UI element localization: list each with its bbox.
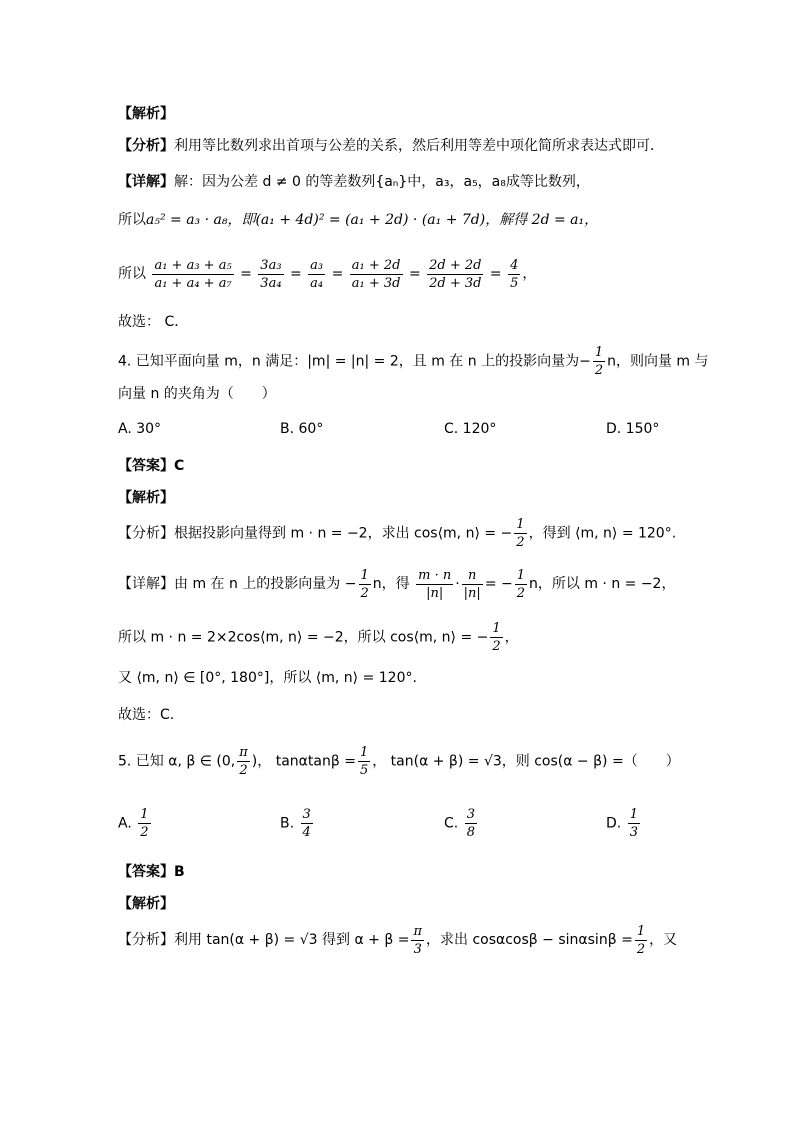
fraction: $\frac{m \cdot n}{|n|}$ [418,567,452,601]
q4-analysis-heading: 【解析】 [118,490,174,506]
q5-analysis: 【分析】利用 tan(α + β) = √3 得到 α + β = $\frac{\pi}{3}$ ，求出 cosαcosβ − sinαsinβ = $\frac{1}{2}$ ，又 [118,923,678,957]
analysis-tag: 【分析】 [118,138,174,154]
fraction: $\frac{1}{2}$ [492,621,501,654]
question-4-stem-1: 4. 已知平面向量 m，n 满足：|m| = |n| = 2，且 m 在 n 上的投影向量为− $\frac{1}{2}$ n，则向量 m 与 [118,345,709,378]
detail-tag: 【详解】 [118,174,174,190]
detail-line-2 [118,210,598,230]
fraction: $\frac{\text{a₁ + a₃ + a₅}}{\text{a₁ + a₄ + a₇}}$ [154,257,232,291]
fraction: $\frac{1}{2}$ [516,567,526,601]
line-prefix: 所以 [118,212,146,228]
fraction: $\frac{1}{3}$ [629,807,638,840]
q5-option-a: A. $\frac{1}{2}$ [118,807,149,840]
q5-analysis-heading: 【解析】 [118,896,174,912]
fraction: $\frac{1}{2}$ [360,567,369,601]
math-expression: a₅² = a₃ · a₈，即(a₁ + 4d)² = (a₁ + 2d) · (a₁ + 7d)，解得 2d = a₁， [146,212,599,228]
q5-option-c: C. $\frac{3}{8}$ [444,807,475,840]
analysis-heading: 【解析】 [118,106,174,122]
q5-answer: 【答案】B [118,864,185,880]
fraction: $\frac{4}{5}$ [510,257,519,291]
q4-option-d: D. 150° [606,421,660,437]
analysis-line [118,136,664,156]
analysis-text: 利用等比数列求出首项与公差的关系，然后利用等差中项化简所求表达式即可． [174,138,664,154]
detail-line-1 [118,172,590,192]
q4-detail-1: 【详解】由 m 在 n 上的投影向量为 − $\frac{1}{2}$ n，得 $\frac{m \cdot n}{|n|}$ · $\frac{n}{|n|}$ = − $\frac{1}{2}$ n，所以 m · n = −2， [118,567,676,601]
fraction: $\frac{2d + 2d}{2d + 3d}$ [429,257,482,291]
fraction: $\frac{1}{2}$ [636,923,646,957]
fraction: $\frac{1}{5}$ [359,745,369,778]
q4-detail-3: 又 ⟨m, n⟩ ∈ [0°, 180°]，所以 ⟨m, n⟩ = 120°. [118,670,417,686]
q4-analysis: 【分析】根据投影向量得到 m · n = −2，求出 cos⟨m, n⟩ = − $\frac{1}{2}$ ，得到 ⟨m, n⟩ = 120°. [118,517,677,550]
fraction: $\frac{3}{8}$ [466,807,475,840]
detail-text: 解：因为公差 d ≠ 0 的等差数列{aₙ}中，a₃，a₅，a₈成等比数列， [174,174,590,190]
fraction: $\frac{n}{|n|}$ [463,567,481,601]
fraction: $\frac{3}{4}$ [302,807,311,840]
fraction: $\frac{1}{2}$ [140,807,149,840]
choice-conclusion: 故选： C． [118,314,189,330]
fraction: $\frac{\text{a₃}}{\text{a₄}}$ [310,257,324,291]
q4-option-c: C. 120° [444,421,497,437]
q4-option-a: A. 30° [118,421,162,437]
line-prefix: 所以 [118,266,146,282]
q5-option-d: D. $\frac{1}{3}$ [606,807,638,840]
question-4-stem-2: 向量 n 的夹角为（ ） [118,386,276,402]
fraction: $\frac{\text{a₁ + 2d}}{\text{a₁ + 3d}}$ [351,257,401,291]
fraction: $\frac{1}{2}$ [516,517,525,550]
question-5-stem: 5. 已知 α, β ∈ (0, $\frac{\pi}{2}$ )， tanαtanβ = $\frac{1}{5}$ ， tan(α + β) = √3，则 cos(α − β) =（ ） [118,745,680,778]
detail-line-3: 所以 $\frac{\text{a₁ + a₃ + a₅}}{\text{a₁ + a₄ + a₇}}$ = $\frac{\text{3a₃}}{\text{3a₄}}$ = $\frac{\text{a₃}}{\text{a₄}}$ = $\frac{\text{a₁ + 2d}}{\text{a₁ + 3d}}$ = $\frac{2d + 2d}{2d + 3d}$ = $\frac{4}{5}$ ， [118,257,537,291]
fraction: $\frac{\text{3a₃}}{\text{3a₄}}$ [260,257,282,291]
q4-choice-conclusion: 故选：C. [118,707,175,723]
q4-option-b: B. 60° [280,421,324,437]
q4-detail-2: 所以 m · n = 2×2cos⟨m, n⟩ = −2，所以 cos⟨m, n⟩ = − $\frac{1}{2}$ ， [118,621,519,654]
q5-option-b: B. $\frac{3}{4}$ [280,807,311,840]
fraction: $\frac{\pi}{2}$ [239,745,248,778]
fraction: $\frac{1}{2}$ [594,345,604,378]
q4-answer: 【答案】C [118,458,185,474]
fraction: $\frac{\pi}{3}$ [413,923,422,957]
